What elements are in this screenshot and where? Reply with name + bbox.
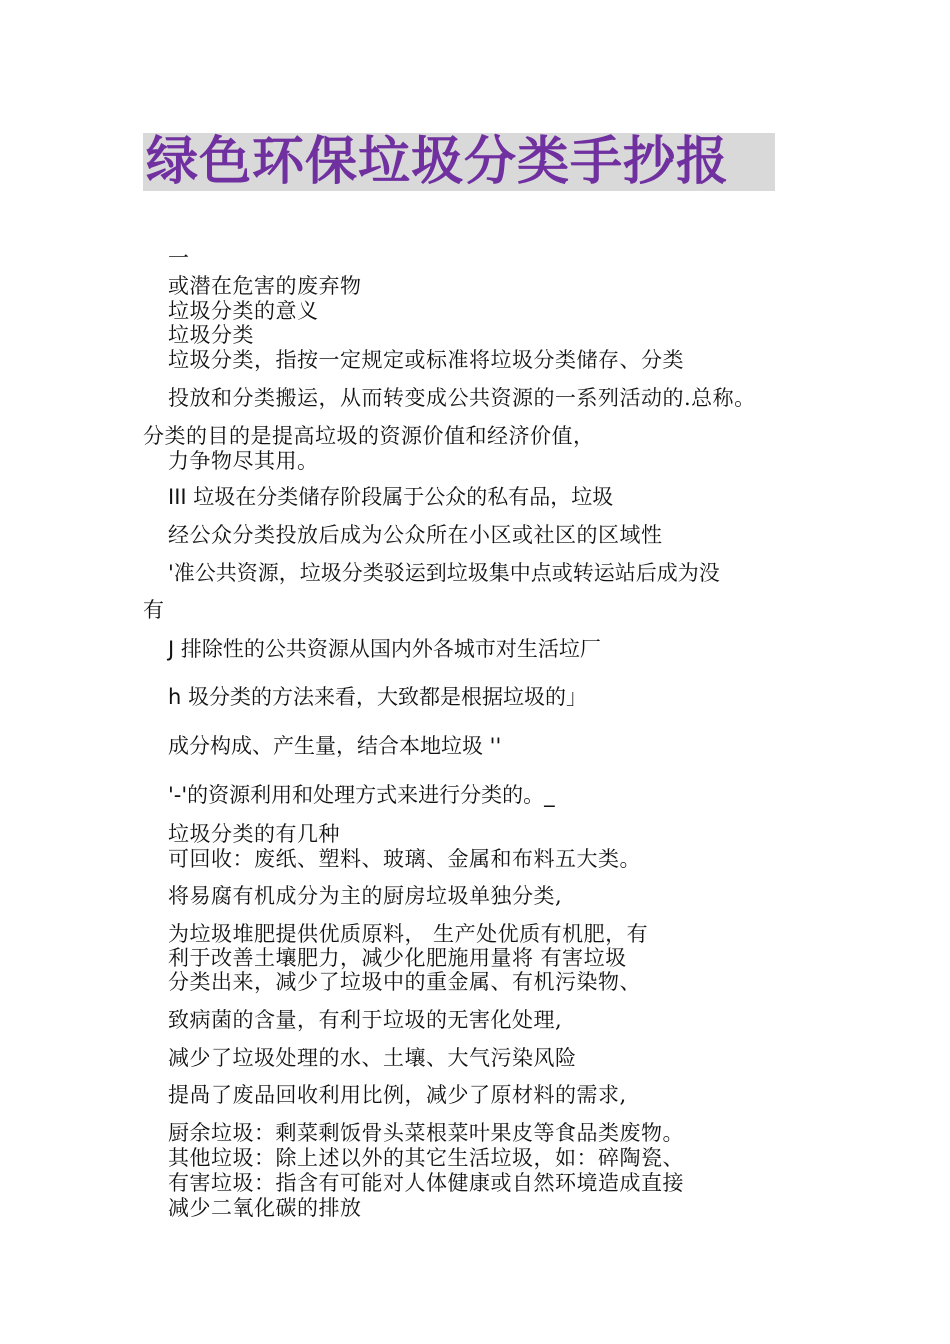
text-line: 经公众分类投放后成为公众所在小区或社区的区域性 [168,523,663,547]
text-line: '-'的资源利用和处理方式来进行分类的。_ [168,783,555,807]
text-line: 厨余垃圾：剩菜剩饭骨头菜根菜叶果皮等食品类废物。 [168,1121,684,1145]
page-title: 绿色环保垃圾分类手抄报 [146,132,730,192]
text-line: 力争物尽其用。 [168,449,319,473]
text-line: 分类的目的是提高垃圾的资源价值和经济价值， [143,424,595,448]
text-line: 垃圾分类的有几种 [168,822,340,846]
text-line: 垃圾分类 [168,323,254,347]
text-line: 垃圾分类的意义 [168,299,319,323]
text-line: 减少了垃圾处理的水、土壤、大气污染风险 [168,1046,577,1070]
text-line: 减少二氧化碳的排放 [168,1196,362,1220]
text-line: 利于改善土壤肥力，减少化肥施用量将 有害垃圾 [168,946,627,970]
text-line: 一 [168,246,190,270]
text-line: 或潜在危害的废弃物 [168,274,362,298]
text-line: 投放和分类搬运，从而转变成公共资源的一系列活动的.总称。 [168,386,756,410]
text-line: III 垃圾在分类储存阶段属于公众的私有品，垃圾 [168,485,614,509]
text-line: 垃圾分类，指按一定规定或标准将垃圾分类储存、分类 [168,348,684,372]
text-line: J 排除性的公共资源从国内外各城市对生活垃厂 [168,637,601,661]
text-line: 提咼了废品回收利用比例，减少了原材料的需求, [168,1083,627,1107]
text-line: 可回收：废纸、塑料、玻璃、金属和布料五大类。 [168,847,641,871]
text-line: 有害垃圾：指含有可能对人体健康或自然环境造成直接 [168,1171,684,1195]
text-line: 将易腐有机成分为主的厨房垃圾单独分类, [168,884,563,908]
text-line: '准公共资源，垃圾分类驳运到垃圾集中点或转运站后成为没 [168,561,720,585]
text-line: 其他垃圾：除上述以外的其它生活垃圾，如：碎陶瓷、 [168,1146,684,1170]
text-line: 为垃圾堆肥提供优质原料， 生产处优质有机肥，有 [168,922,649,946]
text-line: 有 [143,598,165,622]
text-line: 分类出来，减少了垃圾中的重金属、有机污染物、 [168,970,641,994]
text-line: 成分构成、产生量，结合本地垃圾 '' [168,734,502,758]
text-line: 致病菌的含量，有利于垃圾的无害化处理, [168,1008,563,1032]
text-line: h 圾分类的方法来看，大致都是根据垃圾的」 [168,685,587,709]
